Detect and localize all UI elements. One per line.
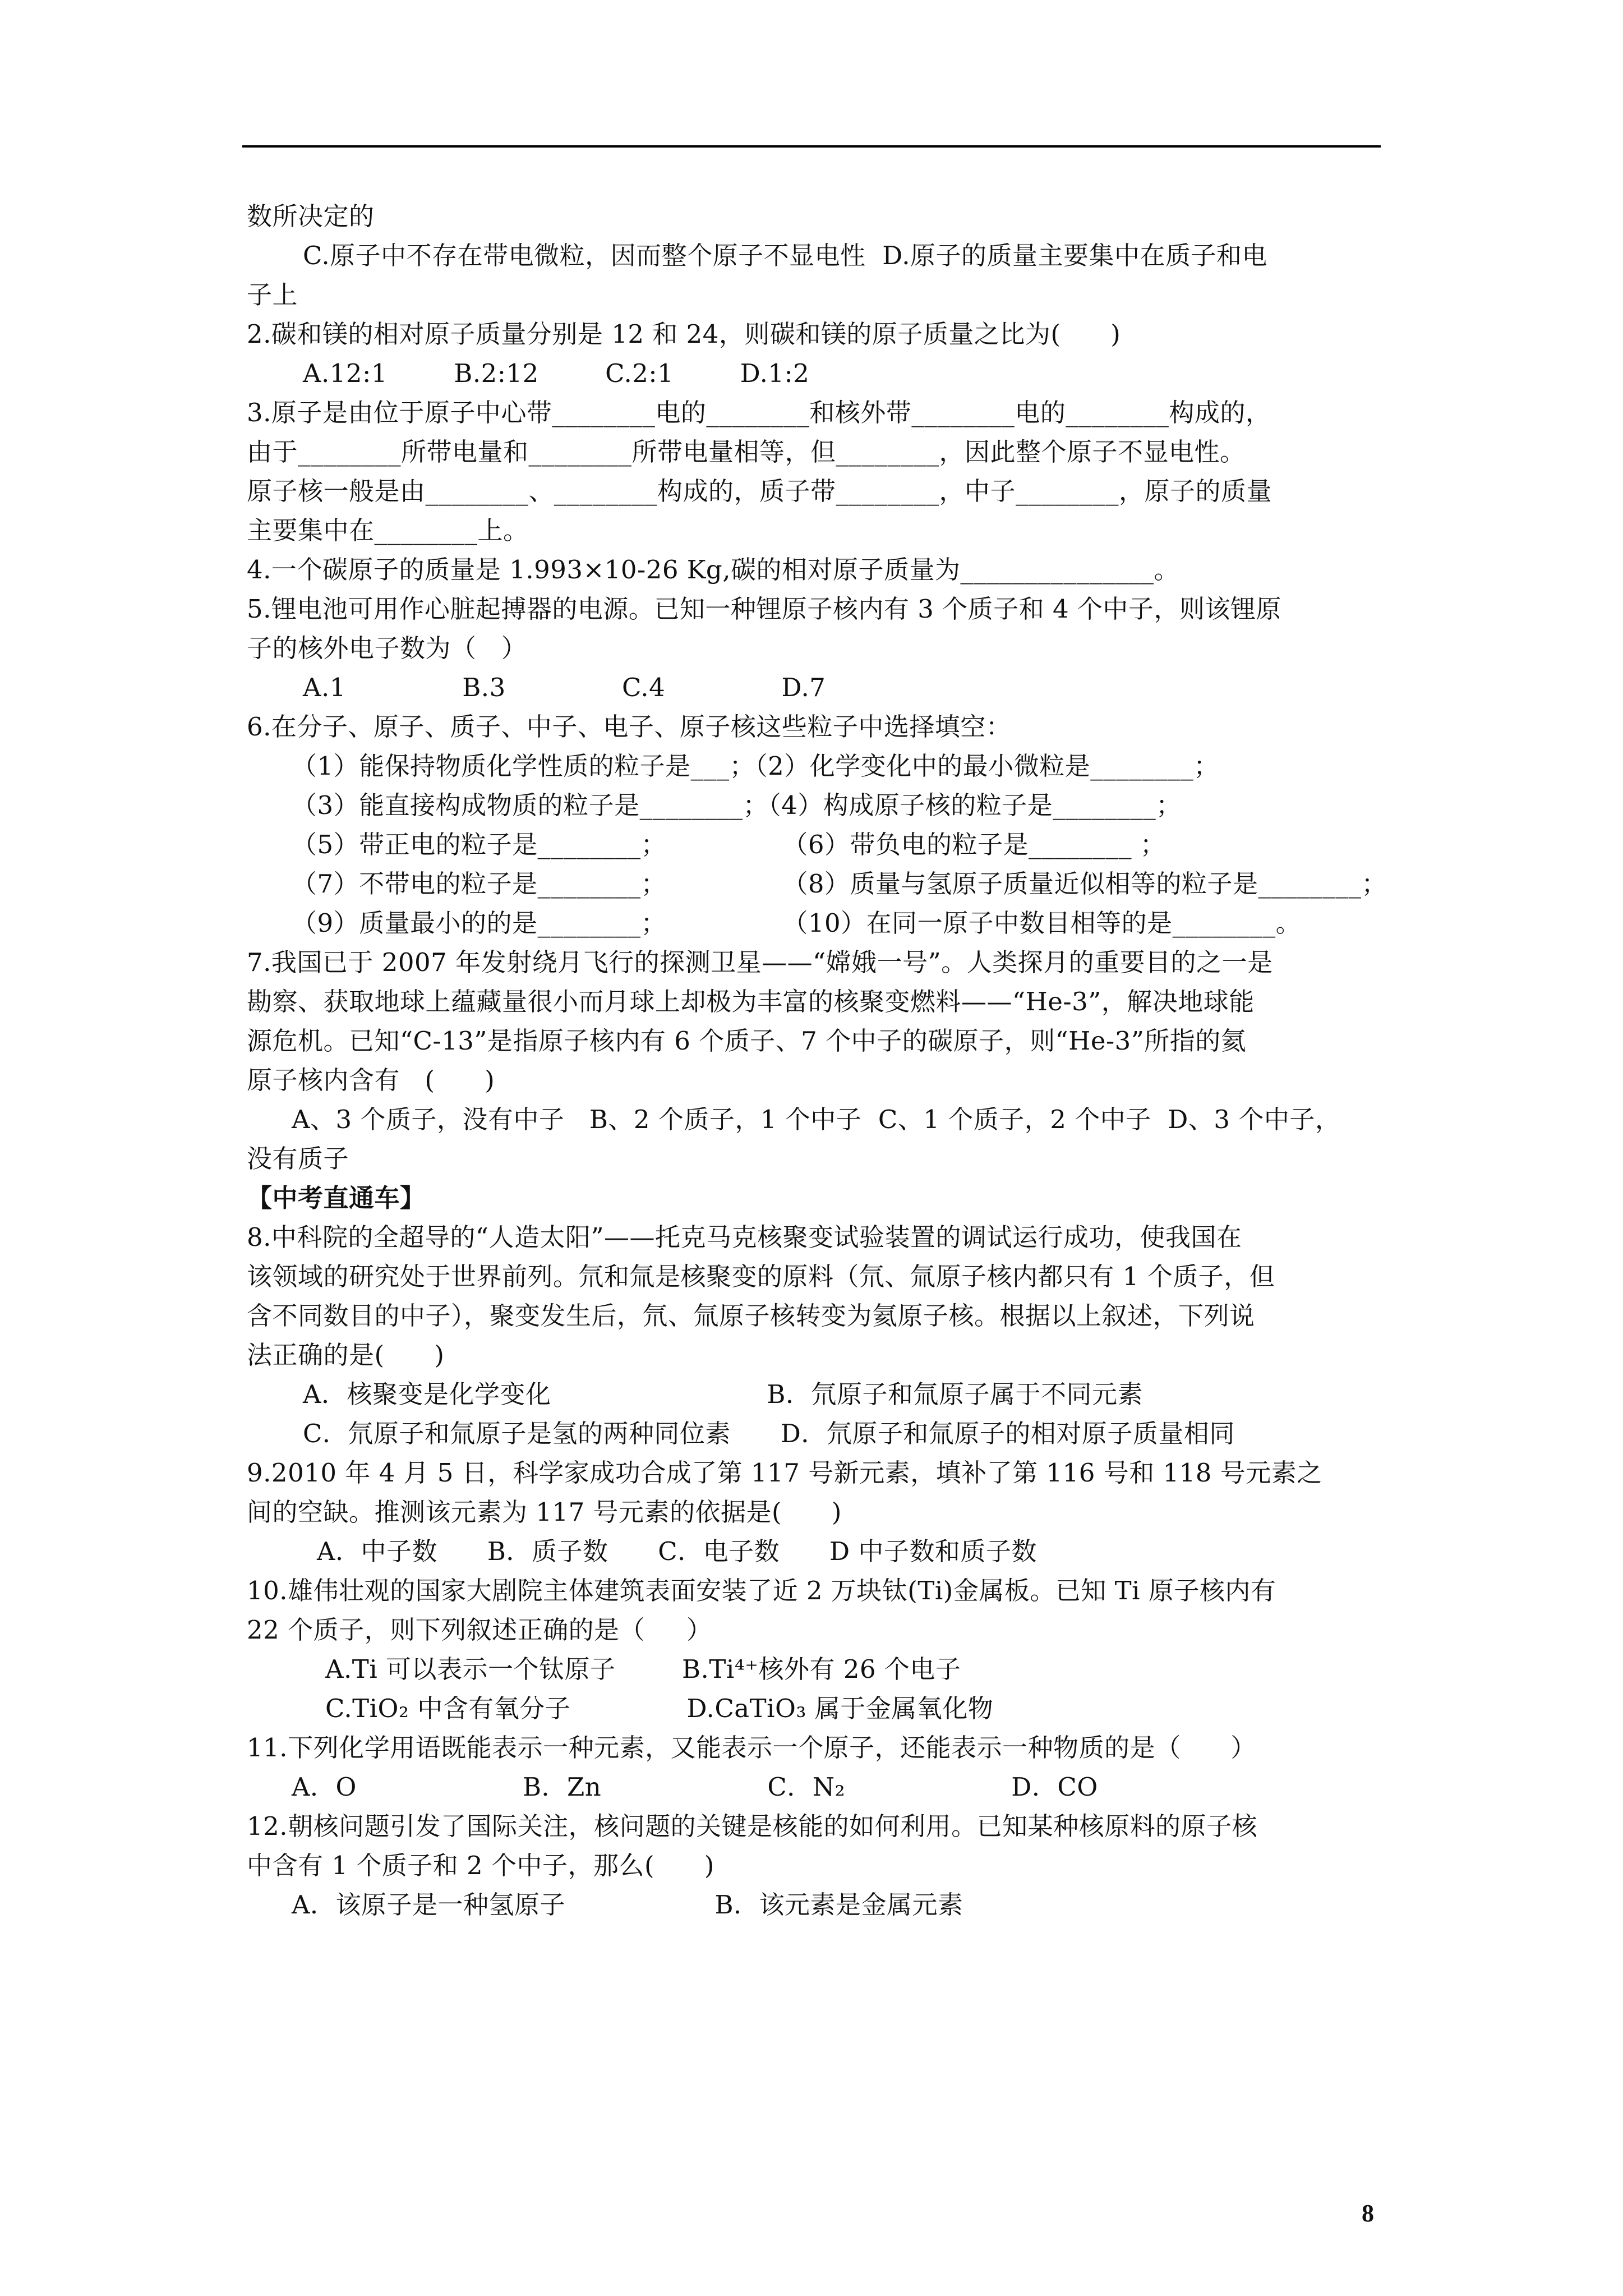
text-line: （5）带正电的粒子是________； （6）带负电的粒子是________ ； bbox=[292, 830, 1166, 859]
text-line: C．氘原子和氚原子是氢的两种同位素 D．氘原子和氚原子的相对原子质量相同 bbox=[303, 1419, 1235, 1448]
text-line: 子上 bbox=[247, 280, 298, 310]
text-line: A.1 B.3 C.4 D.7 bbox=[303, 673, 826, 702]
text-line: 6.在分子、原子、质子、中子、电子、原子核这些粒子中选择填空： bbox=[247, 712, 1012, 742]
text-line: 该领域的研究处于世界前列。氘和氚是核聚变的原料（氘、氚原子核内都只有 1 个质子，但 bbox=[247, 1262, 1275, 1291]
text-line: 5.锂电池可用作心脏起搏器的电源。已知一种锂原子核内有 3 个质子和 4 个中子，则该锂原 bbox=[247, 594, 1281, 624]
text-line: 源危机。已知“C-13”是指原子核内有 6 个质子、7 个中子的碳原子，则“He-3”所指的氦 bbox=[247, 1026, 1247, 1056]
text-line: 原子核内含有 ( ) bbox=[247, 1065, 495, 1095]
text-line: A．O B．Zn C．N₂ D．CO bbox=[292, 1772, 1098, 1802]
text-line: 由于________所带电量和________所带电量相等，但________，因此整个原子不显电性。 bbox=[247, 437, 1246, 467]
text-line: 9.2010 年 4 月 5 日，科学家成功合成了第 117 号新元素，填补了第 116 号和 118 号元素之 bbox=[247, 1458, 1322, 1488]
text-line: A．该原子是一种氢原子 B．该元素是金属元素 bbox=[292, 1890, 963, 1920]
text-line: （9）质量最小的的是________； （10）在同一原子中数目相等的是________。 bbox=[292, 908, 1302, 938]
text-line: （7）不带电的粒子是________； （8）质量与氢原子质量近似相等的粒子是________； bbox=[292, 869, 1387, 899]
text-line: A．核聚变是化学变化 B．氘原子和氚原子属于不同元素 bbox=[303, 1379, 1143, 1409]
text-line: （3）能直接构成物质的粒子是________；（4）构成原子核的粒子是________； bbox=[292, 790, 1182, 820]
page-number: 8 bbox=[1362, 2200, 1374, 2227]
text-line: 子的核外电子数为（ ） bbox=[247, 633, 527, 663]
text-line: A.12:1 B.2:12 C.2:1 D.1:2 bbox=[303, 358, 810, 388]
text-line: 2.碳和镁的相对原子质量分别是 12 和 24，则碳和镁的原子质量之比为( ) bbox=[247, 319, 1121, 349]
text-line: 8.中科院的全超导的“人造太阳”——托克马克核聚变试验装置的调试运行成功，使我国在 bbox=[247, 1222, 1242, 1252]
text-line: 11.下列化学用语既能表示一种元素，又能表示一个原子，还能表示一种物质的是（ ） bbox=[247, 1733, 1256, 1763]
header-rule bbox=[242, 145, 1381, 148]
section-heading: 【中考直通车】 bbox=[247, 1183, 426, 1213]
text-line: 4.一个碳原子的质量是 1.993×10-26 Kg,碳的相对原子质量为_______________。 bbox=[247, 555, 1180, 585]
text-line: 含不同数目的中子），聚变发生后，氘、氚原子核转变为氦原子核。根据以上叙述，下列说 bbox=[247, 1301, 1255, 1331]
text-line: 7.我国已于 2007 年发射绕月飞行的探测卫星——“嫦娥一号”。人类探月的重要目的之一是 bbox=[247, 947, 1273, 977]
text-line: 10.雄伟壮观的国家大剧院主体建筑表面安装了近 2 万块钛(Ti)金属板。已知 Ti 原子核内有 bbox=[247, 1576, 1276, 1605]
text-line: 原子核一般是由________、________构成的，质子带________，中子________，原子的质量 bbox=[247, 476, 1272, 506]
text-line: 法正确的是( ) bbox=[247, 1340, 445, 1370]
text-line: （1）能保持物质化学性质的粒子是___；（2）化学变化中的最小微粒是________； bbox=[292, 751, 1219, 781]
text-line: 12.朝核问题引发了国际关注，核问题的关键是核能的如何利用。已知某种核原料的原子核 bbox=[247, 1811, 1258, 1841]
text-line: 中含有 1 个质子和 2 个中子，那么( ) bbox=[247, 1851, 714, 1880]
text-line: 间的空缺。推测该元素为 117 号元素的依据是( ) bbox=[247, 1497, 842, 1527]
text-line: 勘察、获取地球上蕴藏量很小而月球上却极为丰富的核聚变燃料——“He-3”，解决地球能 bbox=[247, 987, 1255, 1016]
text-line: 没有质子 bbox=[247, 1144, 349, 1174]
text-line: 主要集中在________上。 bbox=[247, 516, 529, 545]
text-line: 22 个质子，则下列叙述正确的是（ ） bbox=[247, 1615, 712, 1645]
text-line: C.TiO₂ 中含有氧分子 D.CaTiO₃ 属于金属氧化物 bbox=[325, 1694, 994, 1723]
text-line: A．中子数 B．质子数 C．电子数 D 中子数和质子数 bbox=[317, 1536, 1037, 1566]
text-line: 数所决定的 bbox=[247, 201, 375, 231]
text-line: A.Ti 可以表示一个钛原子 B.Ti⁴⁺核外有 26 个电子 bbox=[325, 1654, 961, 1684]
text-line: 3.原子是由位于原子中心带________电的________和核外带________电的________构成的， bbox=[247, 398, 1271, 427]
text-line: A、3 个质子，没有中子 B、2 个质子，1 个中子 C、1 个质子，2 个中子 D、3 个中子， bbox=[292, 1105, 1341, 1134]
text-line: C.原子中不存在带电微粒，因而整个原子不显电性 D.原子的质量主要集中在质子和电 bbox=[303, 241, 1268, 270]
